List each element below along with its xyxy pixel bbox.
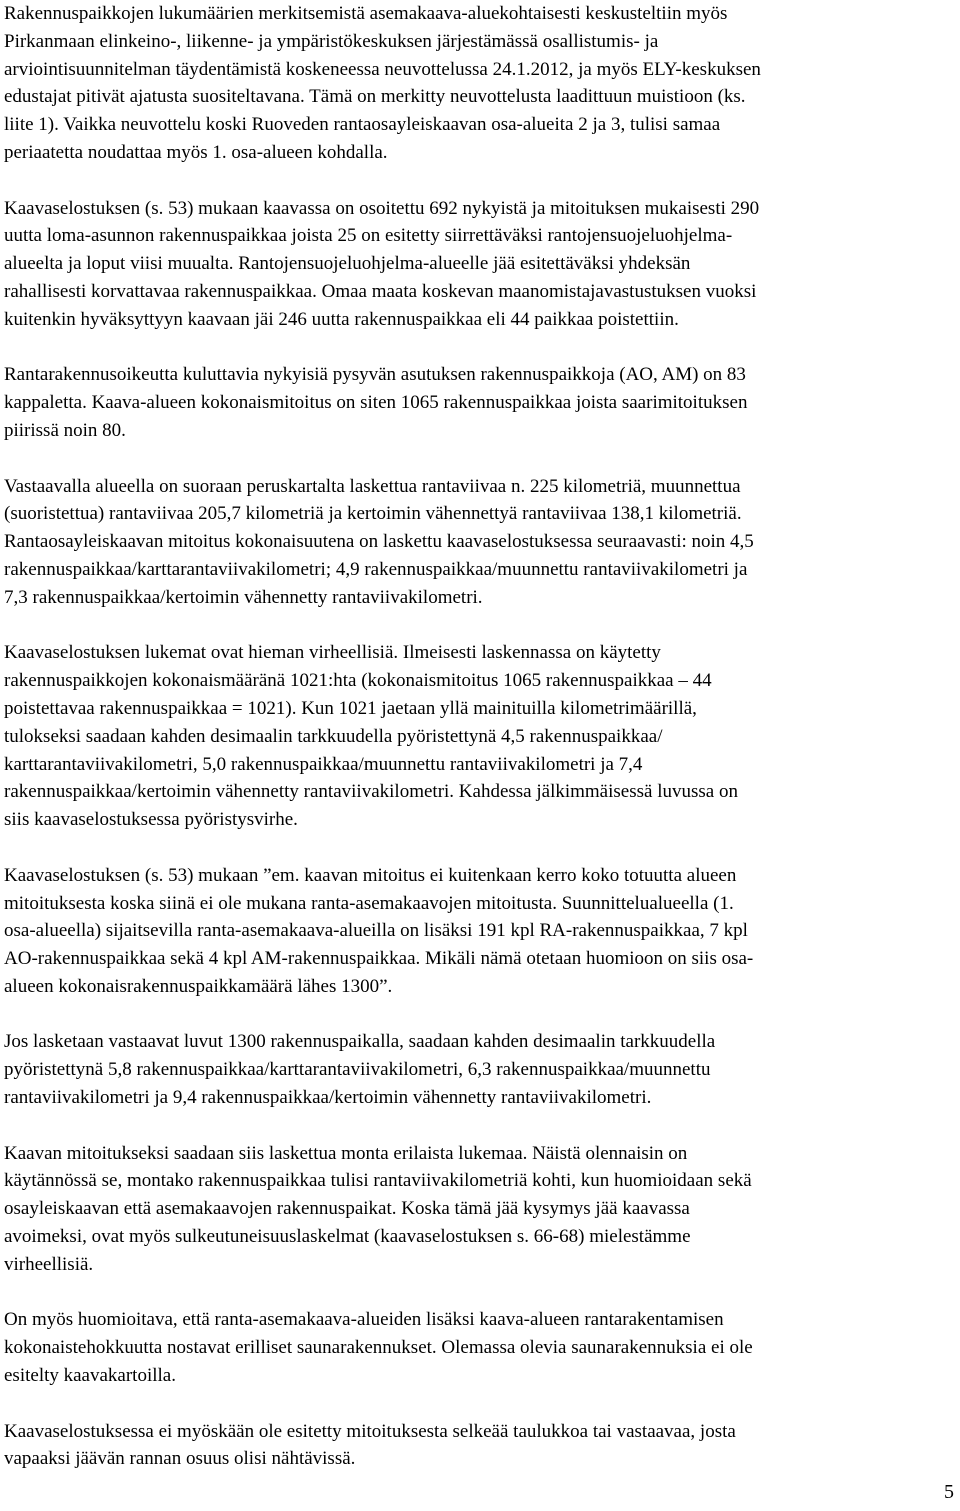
paragraph-shoreline-length: Vastaavalla alueella on suoraan peruskartalta laskettua rantaviivaa n. 225 kilometriä, muunnettua (suoristettua) rantaviivaa 205,7 kilometriä ja kertoimin vähennettyä rantaviivaa 138,1 kilometriä. Rantaosayleiskaavan mitoitus kokonaisuutena on laskettu kaavaselostuksessa seuraavasti: noin 4,5 rakennuspaikkaa/karttarantaviivakilometri; 4,9 rakennuspaikkaa/muunnettu rantaviivakilometri ja 7,3 rakennuspaikkaa/kertoimin vähennetty rantaviivakilometri. xyxy=(4,475,754,608)
paragraph-gap xyxy=(4,1112,956,1140)
document-page xyxy=(4,0,956,1473)
paragraph-gap xyxy=(4,1001,956,1029)
page-number: 5 xyxy=(944,1481,954,1503)
paragraph-plan-description-sites: Kaavaselostuksen (s. 53) mukaan kaavassa on osoitettu 692 nykyistä ja mitoituksen mukaisesti 290 uutta loma-asunnon rakennuspaikkaa joista 25 on esitetty siirrettäväksi rantojensuojeluohjelma- alueelta ja loput viisi muualta. Rantojensuojeluohjelma-alueelle jää esitettäväksi yhdeksän rahallisesti korvattavaa rakennuspaikkaa. Omaa maata koskevan maanomistajavastustuksen vuoksi kuitenkin hyväksyttyyn kaavaan jäi 246 uutta rakennuspaikkaa eli 44 paikkaa poistettiin. xyxy=(4,197,760,330)
paragraph-1300-sites-calculation: Jos lasketaan vastaavat luvut 1300 rakennuspaikalla, saadaan kahden desimaalin tarkkuudella pyöristettynä 5,8 rakennuspaikkaa/karttarantaviivakilometri, 6,3 rakennuspaikkaa/muunnettu rantaviivakilometri ja 9,4 rakennuspaikkaa/kertoimin vähennetty rantaviivakilometri. xyxy=(4,1031,716,1109)
paragraph-gap xyxy=(4,612,956,640)
paragraph-building-sites-discussion: Rakennuspaikkojen lukumäärien merkitsemistä asemakaava-aluekohtaisesti keskusteltiin myös Pirkanmaan elinkeino-, liikenne- ja ympäristökeskuksen järjestämässä osallistumis- ja arviointisuunnitelman täydentämistä koskeneessa neuvottelussa 24.1.2012, ja myös ELY-keskuksen edustajat pitivät ajatusta suositeltavana. Tämä on merkitty neuvottelusta laadittuun muistioon (ks. liite 1). Vaikka neuvottelu koski Ruoveden rantaosayleiskaavan osa-alueita 2 ja 3, tulisi samaa periaatetta noudattaa myös 1. osa-alueen kohdalla. xyxy=(4,3,761,163)
paragraph-quote-plan-description: Kaavaselostuksen (s. 53) mukaan ”em. kaavan mitoitus ei kuitenkaan kerro koko totuutta alueen mitoituksesta koska siinä ei ole mukana ranta-asemakaavojen mitoitusta. Suunnittelualueella (1. osa-alueella) sijaitsevilla ranta-asemakaava-alueilla on lisäksi 191 kpl RA-rakennuspaikkaa, 7 kpl AO-rakennuspaikkaa sekä 4 kpl AM-rakennuspaikkaa. Mikäli nämä otetaan huomioon on siis osa- alueen kokonaisrakennuspaikkamäärä lähes 1300”. xyxy=(4,864,754,997)
paragraph-sauna-buildings: On myös huomioitava, että ranta-asemakaava-alueiden lisäksi kaava-alueen rantarakentamisen kokonaistehokkuutta nostavat erilliset saunarakennukset. Olemassa olevia saunarakennuksia ei ole esitelty kaavakartoilla. xyxy=(4,1309,753,1387)
paragraph-gap xyxy=(4,1390,956,1418)
paragraph-gap xyxy=(4,834,956,862)
paragraph-gap xyxy=(4,445,956,473)
paragraph-permanent-settlement: Rantarakennusoikeutta kuluttavia nykyisiä pysyvän asutuksen rakennuspaikkoja (AO, AM) on 83 kappaletta. Kaava-alueen kokonaismitoitus on siten 1065 rakennuspaikkaa joista saarimitoituksen piirissä noin 80. xyxy=(4,364,748,441)
paragraph-gap xyxy=(4,334,956,362)
paragraph-missing-table: Kaavaselostuksessa ei myöskään ole esitetty mitoituksesta selkeää taulukkoa tai vastaavaa, josta vapaaksi jäävän rannan osuus olisi nähtävissä. xyxy=(4,1420,736,1470)
paragraph-gap xyxy=(4,167,956,195)
paragraph-dimensioning-figures: Kaavan mitoitukseksi saadaan siis laskettua monta erilaista lukemaa. Näistä olennaisin on käytännössä se, montako rakennuspaikkaa tulisi rantaviivakilometriä kohti, kun huomioidaan sekä osayleiskaavan että asemakaavojen rakennuspaikat. Koska tämä jää kysymys jää kaavassa avoimeksi, ovat myös sulkeutuneisuuslaskelmat (kaavaselostuksen s. 66-68) mielestämme virheellisiä. xyxy=(4,1142,752,1275)
paragraph-calculation-errors: Kaavaselostuksen lukemat ovat hieman virheellisiä. Ilmeisesti laskennassa on käytetty rakennuspaikkojen kokonaismääränä 1021:hta (kokonaismitoitus 1065 rakennuspaikkaa – 44 poistettavaa rakennuspaikkaa = 1021). Kun 1021 jaetaan yllä mainituilla kilometrimäärillä, tulokseksi saadaan kahden desimaalin tarkkuudella pyöristettynä 4,5 rakennuspaikkaa/ karttarantaviivakilometri, 5,0 rakennuspaikkaa/muunnettu rantaviivakilometri ja 7,4 rakennuspaikkaa/kertoimin vähennetty rantaviivakilometri. Kahdessa jälkimmäisessä luvussa on siis kaavaselostuksessa pyöristysvirhe. xyxy=(4,642,738,831)
paragraph-gap xyxy=(4,1279,956,1307)
